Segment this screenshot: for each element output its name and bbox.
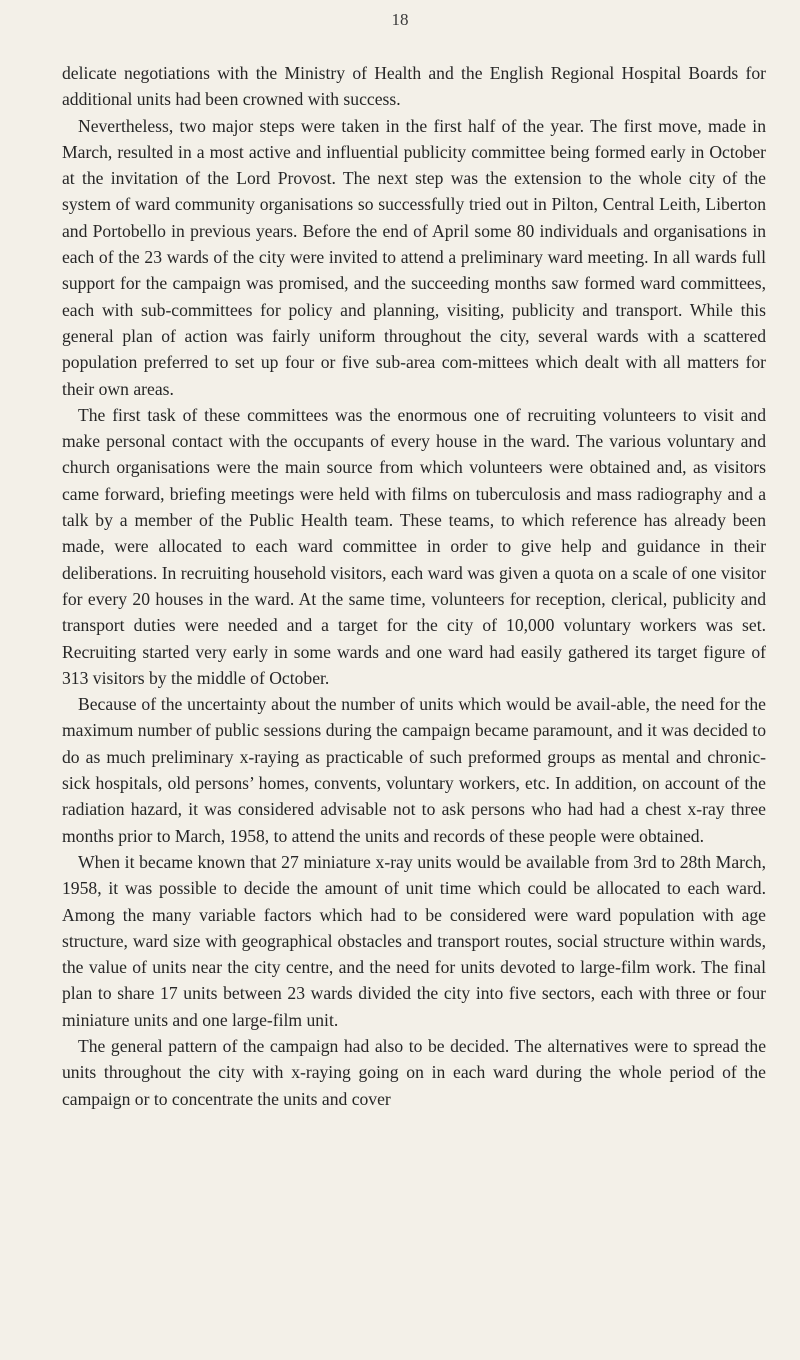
paragraph-6: The general pattern of the campaign had also to be decided. The alternatives were to spread the units throughout the city with x-raying going on in each ward during the whole period of the campaign or to concentrate the units and cover (62, 1035, 766, 1109)
body-text (62, 60, 766, 1112)
paragraph-1: delicate negotiations with the Ministry of Health and the English Regional Hospital Boards for additional units had been crowned with success. (62, 63, 766, 110)
paragraph-2: Nevertheless, two major steps were taken in the first half of the year. The first move, made in March, resulted in a most active and influential publicity committee being formed early in October at the invitation of the Lord Provost. The next step was the extension to the whole city of the system of ward community organisations so successfully tried out in Pilton, Central Leith, Liberton and Portobello in previous years. Before the end of April some 80 individuals and organisations in each of the 23 wards of the city were invited to attend a preliminary ward meeting. In all wards full support for the campaign was promised, and the succeeding months saw formed ward committees, each with sub-committees for policy and planning, visiting, publicity and transport. While this general plan of action was fairly uniform throughout the city, several wards with a scattered population preferred to set up four or five sub-area com-mittees which dealt with all matters for their own areas. (62, 115, 766, 399)
paragraph-5: When it became known that 27 miniature x-ray units would be available from 3rd to 28th March, 1958, it was possible to decide the amount of unit time which could be allocated to each ward. Among the many variable factors which had to be considered were ward population with age structure, ward size with geographical obstacles and transport routes, social structure within wards, the value of units near the city centre, and the need for units devoted to large-film work. The final plan to share 17 units between 23 wards divided the city into five sectors, each with three or four miniature units and one large-film unit. (62, 851, 766, 1030)
paragraph-3: The first task of these committees was the enormous one of recruiting volunteers to visit and make personal contact with the occupants of every house in the ward. The various voluntary and church organisations were the main source from which volunteers were obtained and, as visitors came forward, briefing meetings were held with films on tuberculosis and mass radiography and a talk by a member of the Public Health team. These teams, to which reference has already been made, were allocated to each ward committee in order to give help and guidance in their deliberations. In recruiting household visitors, each ward was given a quota on a scale of one visitor for every 20 houses in the ward. At the same time, volunteers for reception, clerical, publicity and transport duties were needed and a target for the city of 10,000 voluntary workers was set. Recruiting started very early in some wards and one ward had easily gathered its target figure of 313 visitors by the middle of October. (62, 404, 766, 688)
page-number: 18 (391, 10, 409, 29)
paragraph-4: Because of the uncertainty about the number of units which would be avail-able, the need for the maximum number of public sessions during the campaign became paramount, and it was decided to do as much preliminary x-raying as practicable of such preformed groups as mental and chronic-sick hospitals, old persons’ homes, convents, voluntary workers, etc. In addition, on account of the radiation hazard, it was considered advisable not to ask persons who had had a chest x-ray three months prior to March, 1958, to attend the units and records of these people were obtained. (62, 694, 766, 846)
